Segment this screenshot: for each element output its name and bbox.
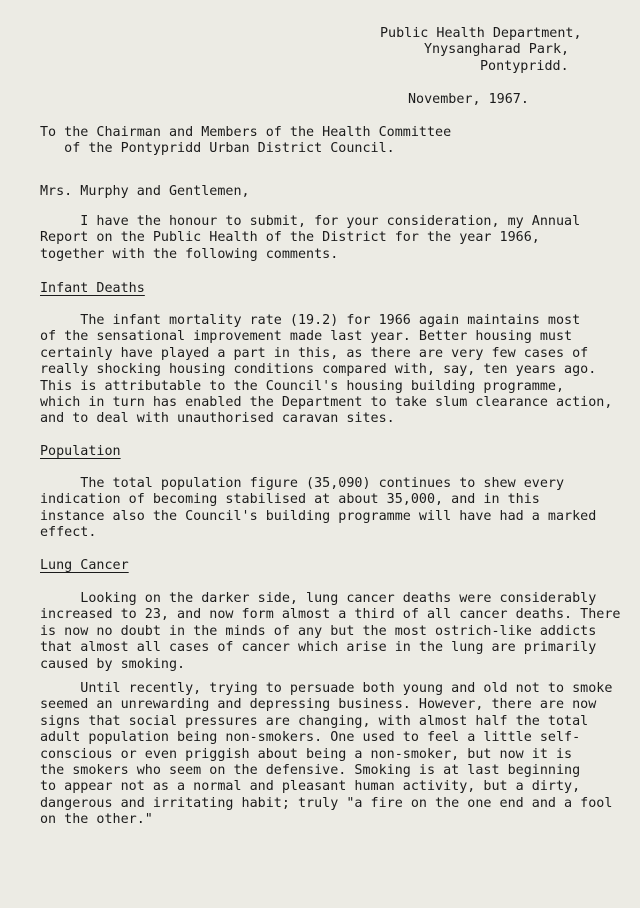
paragraph-infant-deaths [40, 313, 640, 428]
text-line: conscious or even priggish about being a non-smoker, but now it is [40, 746, 573, 762]
text-line: caused by smoking. [40, 656, 186, 672]
text-line: really shocking housing conditions compared with, say, ten years ago. [40, 362, 597, 378]
addressee-line: To the Chairman and Members of the Health Committee [40, 125, 452, 140]
text-line: The infant mortality rate (19.2) for 1966 again maintains most [40, 313, 581, 328]
section-heading-lung-cancer: Lung Cancer [40, 558, 129, 573]
salutation: Mrs. Murphy and Gentlemen, [40, 184, 250, 199]
text-line: and to deal with unauthorised caravan sites. [40, 411, 395, 427]
text-line: together with the following comments. [40, 246, 339, 262]
text-line: signs that social pressures are changing, with almost half the total [40, 713, 589, 729]
text-line: indication of becoming stabilised at about 35,000, and in this [40, 492, 540, 508]
text-line: increased to 23, and now form almost a third of all cancer deaths. There [40, 607, 621, 623]
text-line: I have the honour to submit, for your consideration, my Annual [40, 214, 581, 229]
text-line: to appear not as a normal and pleasant human activity, but a dirty, [40, 779, 581, 795]
addressee-line: of the Pontypridd Urban District Council. [40, 141, 395, 157]
text-line: on the other." [40, 812, 153, 828]
text-line: instance also the Council's building programme will have had a marked [40, 508, 597, 524]
address-line: Public Health Department, [380, 26, 582, 41]
addressee [40, 125, 451, 158]
text-line: Until recently, trying to persuade both young and old not to smoke [40, 681, 613, 696]
text-line: This is attributable to the Council's housing building programme, [40, 378, 565, 394]
paragraph-lung-cancer-1 [40, 591, 640, 673]
paragraph-population [40, 476, 640, 542]
text-line: adult population being non-smokers. One used to feel a little self- [40, 730, 581, 746]
text-line: certainly have played a part in this, as there are very few cases of [40, 345, 589, 361]
text-line: effect. [40, 525, 97, 541]
section-heading-infant-deaths: Infant Deaths [40, 281, 145, 296]
text-line: the smokers who seem on the defensive. Smoking is at last beginning [40, 763, 581, 779]
text-line: Looking on the darker side, lung cancer deaths were considerably [40, 591, 597, 606]
text-line: dangerous and irritating habit; truly "a fire on the one end and a fool [40, 795, 613, 811]
section-heading-population: Population [40, 444, 121, 459]
text-line: which in turn has enabled the Department to take slum clearance action, [40, 395, 613, 411]
intro-paragraph [40, 214, 640, 263]
address-line: Pontypridd. [480, 58, 569, 74]
text-line: seemed an unrewarding and depressing business. However, there are now [40, 697, 597, 713]
text-line: is now no doubt in the minds of any but the most ostrich-like addicts [40, 623, 597, 639]
letter-date: November, 1967. [408, 92, 529, 107]
text-line: of the sensational improvement made last year. Better housing must [40, 329, 573, 345]
paragraph-lung-cancer-2 [40, 681, 640, 829]
text-line: Report on the Public Health of the District for the year 1966, [40, 230, 540, 246]
text-line: that almost all cases of cancer which arise in the lung are primarily [40, 640, 597, 656]
text-line: The total population figure (35,090) continues to shew every [40, 476, 565, 491]
sender-address [380, 26, 600, 75]
address-line: Ynysangharad Park, [424, 42, 570, 58]
